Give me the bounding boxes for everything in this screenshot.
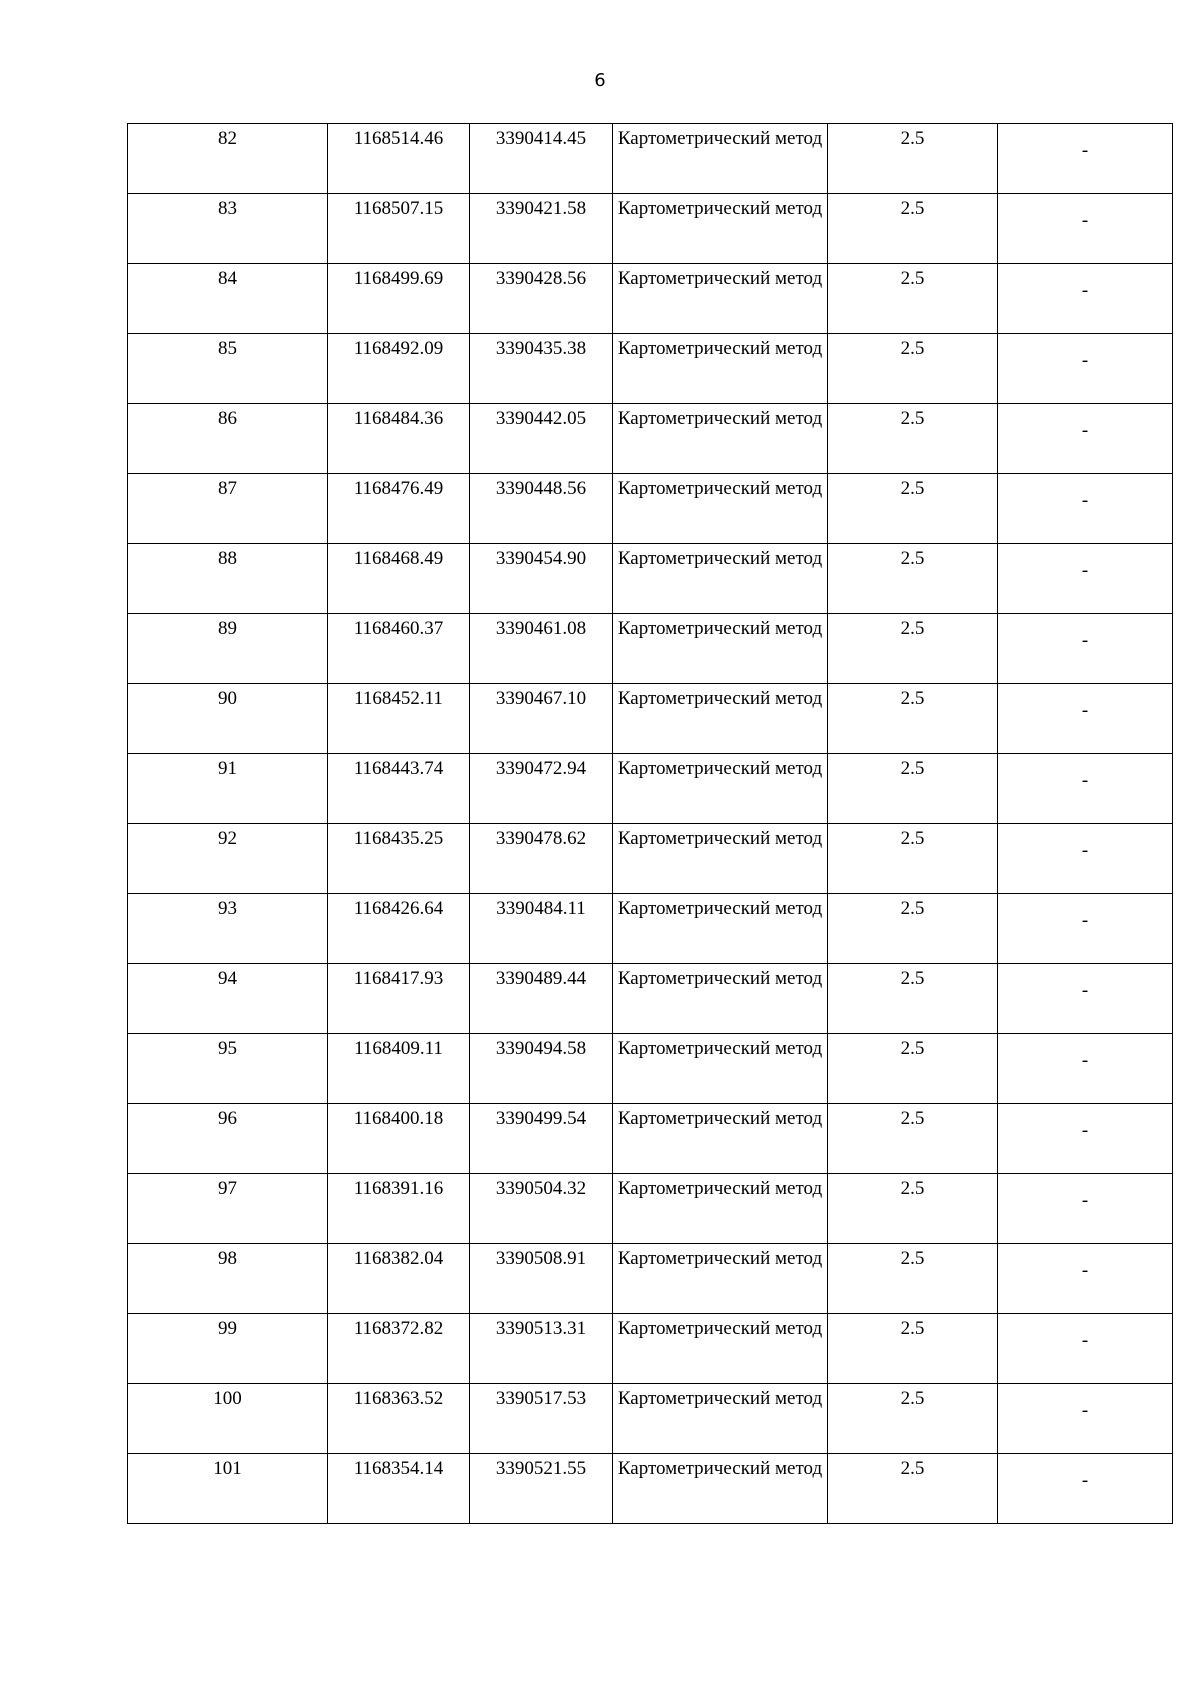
table-row (128, 1454, 1173, 1524)
note-cell-text: - (1081, 1190, 1089, 1211)
point-number-cell (128, 1244, 328, 1314)
x-coordinate-cell (328, 964, 470, 1034)
method-cell-text: Картометрический метод (617, 1178, 823, 1199)
x-coordinate-cell (328, 264, 470, 334)
note-cell (998, 544, 1173, 614)
y-coordinate-cell-text: 3390513.31 (495, 1318, 587, 1339)
accuracy-cell (828, 1454, 998, 1524)
method-cell-text: Картометрический метод (617, 1108, 823, 1129)
method-cell (613, 124, 828, 194)
x-coordinate-cell-text: 1168354.14 (353, 1458, 444, 1479)
y-coordinate-cell (470, 964, 613, 1034)
method-cell-text: Картометрический метод (617, 688, 823, 709)
y-coordinate-cell (470, 684, 613, 754)
note-cell-text: - (1081, 210, 1089, 231)
y-coordinate-cell-text: 3390448.56 (495, 478, 587, 499)
table-row (128, 544, 1173, 614)
x-coordinate-cell (328, 194, 470, 264)
table-row (128, 1314, 1173, 1384)
method-cell (613, 614, 828, 684)
note-cell-text: - (1081, 700, 1089, 721)
x-coordinate-cell-text: 1168417.93 (353, 968, 444, 989)
point-number-cell-text: 99 (218, 1318, 237, 1339)
accuracy-cell-text: 2.5 (900, 268, 925, 289)
point-number-cell-text: 94 (218, 968, 237, 989)
note-cell-text: - (1081, 910, 1089, 931)
note-cell (998, 1244, 1173, 1314)
y-coordinate-cell (470, 544, 613, 614)
x-coordinate-cell (328, 474, 470, 544)
y-coordinate-cell-text: 3390489.44 (495, 968, 587, 989)
method-cell-text: Картометрический метод (617, 618, 823, 639)
method-cell-text: Картометрический метод (617, 1038, 823, 1059)
method-cell-text: Картометрический метод (617, 1388, 823, 1409)
y-coordinate-cell (470, 1384, 613, 1454)
accuracy-cell-text: 2.5 (900, 1318, 925, 1339)
method-cell-text: Картометрический метод (617, 758, 823, 779)
x-coordinate-cell-text: 1168452.11 (354, 688, 443, 709)
coordinates-table-body (128, 124, 1173, 1524)
method-cell (613, 1244, 828, 1314)
x-coordinate-cell (328, 824, 470, 894)
table-row (128, 684, 1173, 754)
point-number-cell-text: 97 (218, 1178, 237, 1199)
x-coordinate-cell (328, 1454, 470, 1524)
point-number-cell-text: 85 (218, 338, 237, 359)
note-cell (998, 1034, 1173, 1104)
accuracy-cell (828, 264, 998, 334)
point-number-cell (128, 1314, 328, 1384)
x-coordinate-cell (328, 1384, 470, 1454)
point-number-cell (128, 124, 328, 194)
x-coordinate-cell (328, 754, 470, 824)
y-coordinate-cell (470, 124, 613, 194)
method-cell (613, 1384, 828, 1454)
method-cell (613, 1034, 828, 1104)
point-number-cell (128, 544, 328, 614)
method-cell (613, 194, 828, 264)
method-cell-text: Картометрический метод (617, 898, 823, 919)
x-coordinate-cell-text: 1168443.74 (353, 758, 444, 779)
point-number-cell (128, 824, 328, 894)
point-number-cell-text: 87 (218, 478, 237, 499)
x-coordinate-cell (328, 894, 470, 964)
table-row (128, 824, 1173, 894)
y-coordinate-cell (470, 1034, 613, 1104)
note-cell-text: - (1081, 630, 1089, 651)
method-cell-text: Картометрический метод (617, 1318, 823, 1339)
point-number-cell (128, 1174, 328, 1244)
y-coordinate-cell-text: 3390461.08 (495, 618, 587, 639)
accuracy-cell (828, 824, 998, 894)
method-cell (613, 334, 828, 404)
point-number-cell-text: 86 (218, 408, 237, 429)
y-coordinate-cell-text: 3390521.55 (495, 1458, 587, 1479)
accuracy-cell-text: 2.5 (900, 828, 925, 849)
coordinates-table (127, 123, 1173, 1524)
accuracy-cell-text: 2.5 (900, 968, 925, 989)
x-coordinate-cell (328, 124, 470, 194)
accuracy-cell (828, 1174, 998, 1244)
y-coordinate-cell-text: 3390508.91 (495, 1248, 587, 1269)
note-cell-text: - (1081, 490, 1089, 511)
note-cell (998, 964, 1173, 1034)
y-coordinate-cell-text: 3390421.58 (495, 198, 587, 219)
method-cell-text: Картометрический метод (617, 548, 823, 569)
note-cell-text: - (1081, 770, 1089, 791)
point-number-cell-text: 83 (218, 198, 237, 219)
accuracy-cell-text: 2.5 (900, 618, 925, 639)
note-cell (998, 614, 1173, 684)
accuracy-cell (828, 614, 998, 684)
method-cell (613, 754, 828, 824)
note-cell-text: - (1081, 140, 1089, 161)
point-number-cell-text: 98 (218, 1248, 237, 1269)
y-coordinate-cell-text: 3390428.56 (495, 268, 587, 289)
accuracy-cell (828, 404, 998, 474)
x-coordinate-cell (328, 1314, 470, 1384)
accuracy-cell-text: 2.5 (900, 1108, 925, 1129)
x-coordinate-cell (328, 1034, 470, 1104)
method-cell (613, 404, 828, 474)
method-cell-text: Картометрический метод (617, 478, 823, 499)
point-number-cell (128, 684, 328, 754)
accuracy-cell-text: 2.5 (900, 688, 925, 709)
y-coordinate-cell (470, 334, 613, 404)
note-cell-text: - (1081, 280, 1089, 301)
note-cell-text: - (1081, 840, 1089, 861)
point-number-cell (128, 614, 328, 684)
method-cell-text: Картометрический метод (617, 338, 823, 359)
y-coordinate-cell (470, 1174, 613, 1244)
x-coordinate-cell-text: 1168460.37 (353, 618, 444, 639)
accuracy-cell (828, 1384, 998, 1454)
table-row (128, 334, 1173, 404)
table-row (128, 614, 1173, 684)
point-number-cell-text: 101 (213, 1458, 242, 1479)
method-cell-text: Картометрический метод (617, 968, 823, 989)
note-cell-text: - (1081, 1260, 1089, 1281)
note-cell (998, 754, 1173, 824)
note-cell (998, 124, 1173, 194)
point-number-cell (128, 404, 328, 474)
table-row (128, 474, 1173, 544)
table-row (128, 404, 1173, 474)
accuracy-cell (828, 1244, 998, 1314)
method-cell-text: Картометрический метод (617, 828, 823, 849)
x-coordinate-cell (328, 1104, 470, 1174)
x-coordinate-cell (328, 404, 470, 474)
y-coordinate-cell-text: 3390494.58 (495, 1038, 587, 1059)
y-coordinate-cell (470, 404, 613, 474)
table-row (128, 1104, 1173, 1174)
note-cell-text: - (1081, 1400, 1089, 1421)
point-number-cell-text: 89 (218, 618, 237, 639)
note-cell (998, 1454, 1173, 1524)
point-number-cell (128, 1454, 328, 1524)
accuracy-cell-text: 2.5 (900, 1178, 925, 1199)
accuracy-cell-text: 2.5 (900, 408, 925, 429)
y-coordinate-cell (470, 1314, 613, 1384)
point-number-cell-text: 96 (218, 1108, 237, 1129)
method-cell (613, 1104, 828, 1174)
y-coordinate-cell-text: 3390442.05 (495, 408, 587, 429)
table-row (128, 894, 1173, 964)
point-number-cell (128, 894, 328, 964)
page-number: 6 (594, 70, 606, 91)
accuracy-cell (828, 754, 998, 824)
note-cell-text: - (1081, 560, 1089, 581)
method-cell-text: Картометрический метод (617, 268, 823, 289)
note-cell-text: - (1081, 1050, 1089, 1071)
accuracy-cell (828, 544, 998, 614)
method-cell-text: Картометрический метод (617, 128, 823, 149)
note-cell (998, 1384, 1173, 1454)
accuracy-cell-text: 2.5 (900, 1458, 925, 1479)
accuracy-cell-text: 2.5 (900, 1388, 925, 1409)
table-row (128, 1384, 1173, 1454)
accuracy-cell (828, 1034, 998, 1104)
y-coordinate-cell (470, 264, 613, 334)
x-coordinate-cell-text: 1168435.25 (353, 828, 444, 849)
table-row (128, 1034, 1173, 1104)
note-cell (998, 684, 1173, 754)
method-cell-text: Картометрический метод (617, 408, 823, 429)
table-row (128, 124, 1173, 194)
y-coordinate-cell (470, 894, 613, 964)
x-coordinate-cell-text: 1168409.11 (354, 1038, 443, 1059)
x-coordinate-cell (328, 1244, 470, 1314)
note-cell (998, 404, 1173, 474)
y-coordinate-cell-text: 3390472.94 (495, 758, 587, 779)
note-cell-text: - (1081, 420, 1089, 441)
note-cell-text: - (1081, 350, 1089, 371)
y-coordinate-cell-text: 3390499.54 (495, 1108, 587, 1129)
y-coordinate-cell-text: 3390467.10 (495, 688, 587, 709)
accuracy-cell-text: 2.5 (900, 198, 925, 219)
method-cell-text: Картометрический метод (617, 1248, 823, 1269)
point-number-cell (128, 754, 328, 824)
accuracy-cell (828, 124, 998, 194)
y-coordinate-cell (470, 614, 613, 684)
x-coordinate-cell-text: 1168484.36 (353, 408, 444, 429)
y-coordinate-cell (470, 824, 613, 894)
method-cell (613, 684, 828, 754)
point-number-cell (128, 1034, 328, 1104)
x-coordinate-cell-text: 1168492.09 (353, 338, 444, 359)
note-cell (998, 264, 1173, 334)
accuracy-cell-text: 2.5 (900, 1248, 925, 1269)
x-coordinate-cell (328, 1174, 470, 1244)
point-number-cell (128, 334, 328, 404)
point-number-cell (128, 264, 328, 334)
y-coordinate-cell (470, 754, 613, 824)
point-number-cell-text: 93 (218, 898, 237, 919)
accuracy-cell (828, 334, 998, 404)
method-cell (613, 474, 828, 544)
point-number-cell (128, 1104, 328, 1174)
x-coordinate-cell (328, 684, 470, 754)
accuracy-cell-text: 2.5 (900, 758, 925, 779)
note-cell-text: - (1081, 980, 1089, 1001)
note-cell-text: - (1081, 1330, 1089, 1351)
accuracy-cell (828, 684, 998, 754)
accuracy-cell-text: 2.5 (900, 898, 925, 919)
point-number-cell (128, 194, 328, 264)
y-coordinate-cell-text: 3390478.62 (495, 828, 587, 849)
accuracy-cell-text: 2.5 (900, 548, 925, 569)
method-cell (613, 544, 828, 614)
table-row (128, 964, 1173, 1034)
x-coordinate-cell-text: 1168507.15 (353, 198, 444, 219)
point-number-cell-text: 90 (218, 688, 237, 709)
accuracy-cell-text: 2.5 (900, 478, 925, 499)
note-cell (998, 1104, 1173, 1174)
accuracy-cell-text: 2.5 (900, 338, 925, 359)
x-coordinate-cell-text: 1168391.16 (353, 1178, 444, 1199)
table-row (128, 754, 1173, 824)
table-row (128, 264, 1173, 334)
y-coordinate-cell (470, 1454, 613, 1524)
point-number-cell (128, 1384, 328, 1454)
method-cell (613, 264, 828, 334)
point-number-cell-text: 82 (218, 128, 237, 149)
accuracy-cell (828, 194, 998, 264)
table-row (128, 194, 1173, 264)
accuracy-cell (828, 894, 998, 964)
point-number-cell-text: 91 (218, 758, 237, 779)
note-cell (998, 334, 1173, 404)
y-coordinate-cell (470, 474, 613, 544)
x-coordinate-cell (328, 614, 470, 684)
method-cell-text: Картометрический метод (617, 1458, 823, 1479)
y-coordinate-cell-text: 3390414.45 (495, 128, 587, 149)
note-cell (998, 894, 1173, 964)
note-cell (998, 1314, 1173, 1384)
point-number-cell (128, 964, 328, 1034)
x-coordinate-cell (328, 334, 470, 404)
x-coordinate-cell-text: 1168372.82 (353, 1318, 444, 1339)
point-number-cell-text: 88 (218, 548, 237, 569)
note-cell-text: - (1081, 1470, 1089, 1491)
accuracy-cell-text: 2.5 (900, 1038, 925, 1059)
x-coordinate-cell-text: 1168499.69 (353, 268, 444, 289)
note-cell (998, 194, 1173, 264)
y-coordinate-cell-text: 3390435.38 (495, 338, 587, 359)
note-cell-text: - (1081, 1120, 1089, 1141)
note-cell (998, 824, 1173, 894)
y-coordinate-cell-text: 3390517.53 (495, 1388, 587, 1409)
accuracy-cell (828, 474, 998, 544)
method-cell (613, 1454, 828, 1524)
y-coordinate-cell-text: 3390504.32 (495, 1178, 587, 1199)
point-number-cell-text: 92 (218, 828, 237, 849)
x-coordinate-cell-text: 1168514.46 (353, 128, 444, 149)
method-cell (613, 964, 828, 1034)
y-coordinate-cell (470, 1104, 613, 1174)
accuracy-cell (828, 964, 998, 1034)
x-coordinate-cell-text: 1168426.64 (353, 898, 444, 919)
method-cell (613, 1174, 828, 1244)
accuracy-cell-text: 2.5 (900, 128, 925, 149)
table-row (128, 1174, 1173, 1244)
method-cell (613, 824, 828, 894)
accuracy-cell (828, 1314, 998, 1384)
point-number-cell-text: 84 (218, 268, 237, 289)
y-coordinate-cell-text: 3390484.11 (496, 898, 586, 919)
method-cell (613, 1314, 828, 1384)
point-number-cell-text: 95 (218, 1038, 237, 1059)
y-coordinate-cell (470, 1244, 613, 1314)
table-row (128, 1244, 1173, 1314)
method-cell-text: Картометрический метод (617, 198, 823, 219)
y-coordinate-cell-text: 3390454.90 (495, 548, 587, 569)
x-coordinate-cell-text: 1168476.49 (353, 478, 444, 499)
method-cell (613, 894, 828, 964)
note-cell (998, 1174, 1173, 1244)
accuracy-cell (828, 1104, 998, 1174)
x-coordinate-cell-text: 1168363.52 (353, 1388, 444, 1409)
y-coordinate-cell (470, 194, 613, 264)
x-coordinate-cell-text: 1168382.04 (353, 1248, 444, 1269)
x-coordinate-cell-text: 1168400.18 (353, 1108, 444, 1129)
point-number-cell (128, 474, 328, 544)
x-coordinate-cell-text: 1168468.49 (353, 548, 444, 569)
point-number-cell-text: 100 (213, 1388, 242, 1409)
x-coordinate-cell (328, 544, 470, 614)
note-cell (998, 474, 1173, 544)
